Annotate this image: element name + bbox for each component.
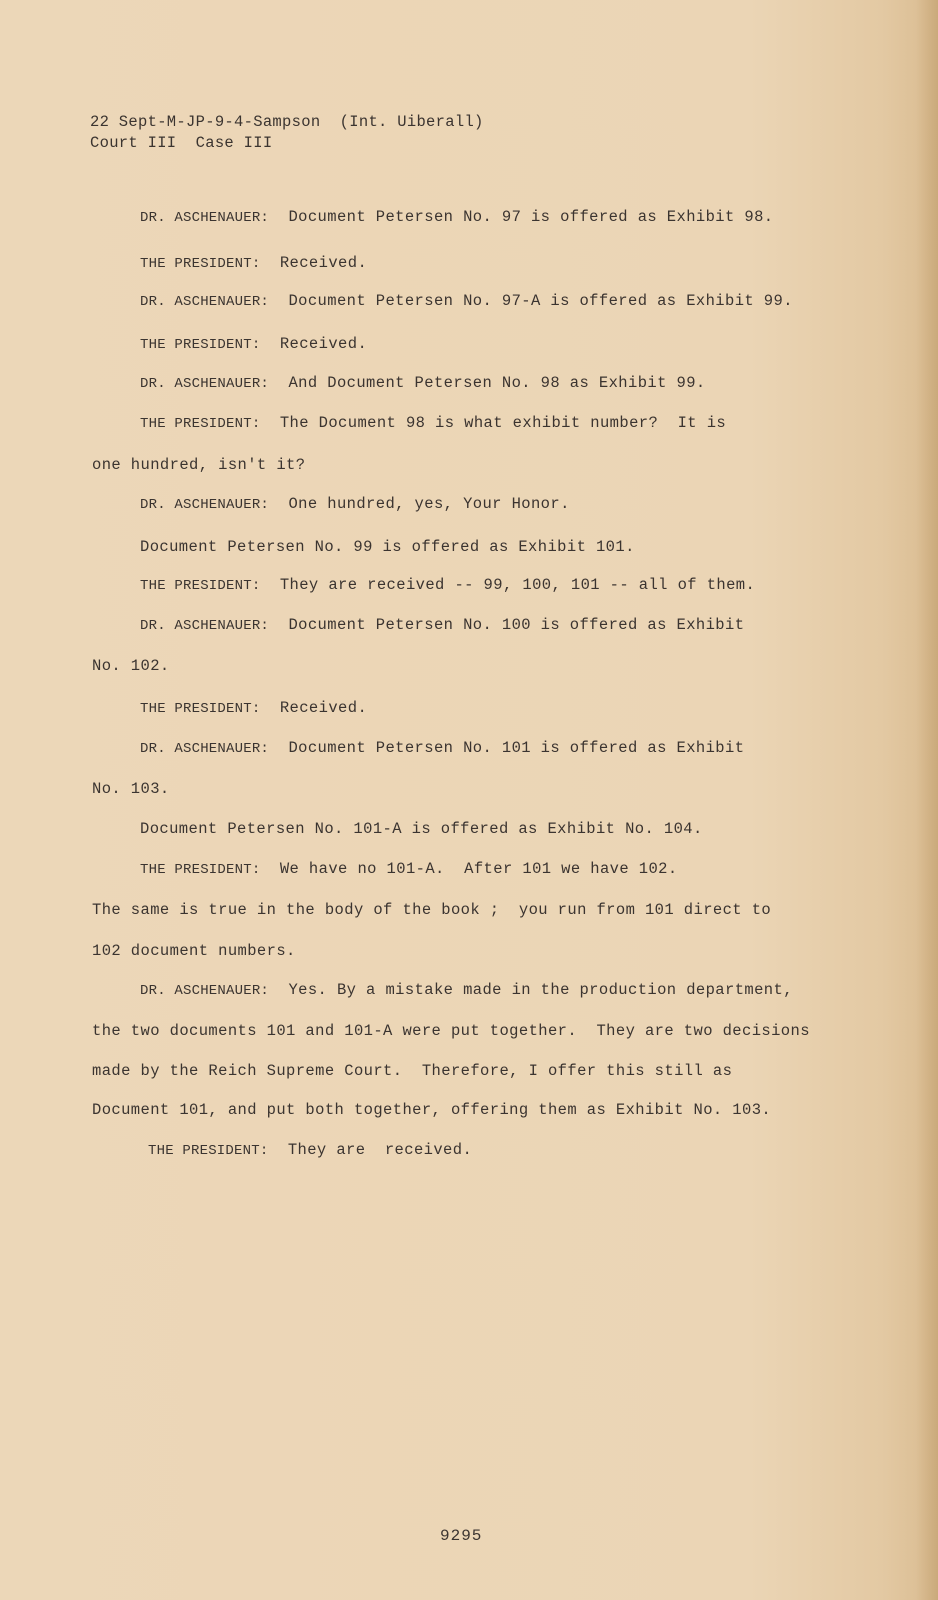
transcript-line bbox=[140, 334, 367, 355]
speaker-label: DR. ASCHENAUER: bbox=[140, 376, 270, 392]
line-text: The Document 98 is what exhibit number? It is bbox=[279, 414, 727, 432]
line-text: Document Petersen No. 100 is offered as Exhibit bbox=[288, 616, 745, 634]
line-text: And Document Petersen No. 98 as Exhibit 99. bbox=[288, 374, 706, 392]
transcript-line bbox=[140, 494, 570, 515]
paper-edge-shadow bbox=[916, 0, 938, 1600]
line-text: Document Petersen No. 101-A is offered as Exhibit No. 104. bbox=[140, 820, 703, 838]
speaker-label: THE PRESIDENT: bbox=[148, 1143, 269, 1159]
transcript-line bbox=[140, 413, 726, 434]
line-text: Received. bbox=[279, 699, 368, 717]
transcript-line bbox=[92, 941, 296, 961]
transcript-line bbox=[92, 656, 170, 676]
transcript-line bbox=[92, 455, 305, 475]
line-text: They are received. bbox=[287, 1141, 473, 1159]
line-text: Received. bbox=[279, 254, 368, 272]
speaker-label: DR. ASCHENAUER: bbox=[140, 618, 270, 634]
line-text: No. 103. bbox=[92, 780, 170, 798]
transcript-line bbox=[140, 819, 703, 839]
speaker-label: THE PRESIDENT: bbox=[140, 256, 261, 272]
transcript-line bbox=[140, 575, 755, 596]
line-text: We have no 101-A. After 101 we have 102. bbox=[279, 860, 678, 878]
speaker-label: DR. ASCHENAUER: bbox=[140, 741, 270, 757]
line-text: one hundred, isn't it? bbox=[92, 456, 306, 474]
transcript-line bbox=[92, 1100, 771, 1120]
document-header bbox=[90, 112, 484, 154]
line-text: made by the Reich Supreme Court. Therefore, I offer this still as bbox=[92, 1062, 733, 1080]
transcript-line bbox=[148, 1140, 472, 1161]
speaker-label: THE PRESIDENT: bbox=[140, 862, 261, 878]
transcript-line bbox=[140, 698, 367, 719]
speaker-label: THE PRESIDENT: bbox=[140, 578, 261, 594]
transcript-line bbox=[140, 291, 793, 312]
line-text: the two documents 101 and 101-A were put together. They are two decisions bbox=[92, 1022, 810, 1040]
transcript-line bbox=[140, 207, 774, 228]
header-session-line: 22 Sept-M-JP-9-4-Sampson (Int. Uiberall) bbox=[90, 113, 484, 131]
speaker-label: DR. ASCHENAUER: bbox=[140, 294, 270, 310]
transcript-line bbox=[140, 738, 744, 759]
speaker-label: THE PRESIDENT: bbox=[140, 416, 261, 432]
transcript-line bbox=[92, 1061, 732, 1081]
line-text: Received. bbox=[279, 335, 368, 353]
transcript-line bbox=[92, 779, 170, 799]
line-text: Yes. By a mistake made in the production department, bbox=[288, 981, 793, 999]
line-text: No. 102. bbox=[92, 657, 170, 675]
speaker-label: THE PRESIDENT: bbox=[140, 337, 261, 353]
transcript-line bbox=[140, 615, 744, 636]
line-text: Document Petersen No. 97-A is offered as Exhibit 99. bbox=[288, 292, 793, 310]
transcript-line bbox=[140, 859, 678, 880]
speaker-label: DR. ASCHENAUER: bbox=[140, 983, 270, 999]
header-court-line: Court III Case III bbox=[90, 134, 273, 152]
page-number: 9295 bbox=[440, 1527, 483, 1545]
speaker-label: DR. ASCHENAUER: bbox=[140, 497, 270, 513]
transcript-line bbox=[140, 373, 706, 394]
line-text: Document Petersen No. 97 is offered as Exhibit 98. bbox=[288, 208, 774, 226]
line-text: Document Petersen No. 101 is offered as Exhibit bbox=[288, 739, 745, 757]
transcript-line bbox=[140, 253, 367, 274]
line-text: Document Petersen No. 99 is offered as Exhibit 101. bbox=[140, 538, 635, 556]
line-text: 102 document numbers. bbox=[92, 942, 296, 960]
transcript-line bbox=[92, 1021, 810, 1041]
speaker-label: DR. ASCHENAUER: bbox=[140, 210, 270, 226]
line-text: One hundred, yes, Your Honor. bbox=[288, 495, 570, 513]
line-text: Document 101, and put both together, offering them as Exhibit No. 103. bbox=[92, 1101, 772, 1119]
speaker-label: THE PRESIDENT: bbox=[140, 701, 261, 717]
line-text: The same is true in the body of the book ; you run from 101 direct to bbox=[92, 901, 772, 919]
line-text: They are received -- 99, 100, 101 -- all of them. bbox=[279, 576, 756, 594]
transcript-line bbox=[140, 980, 793, 1001]
transcript-line bbox=[140, 537, 635, 557]
transcript-line bbox=[92, 900, 771, 920]
